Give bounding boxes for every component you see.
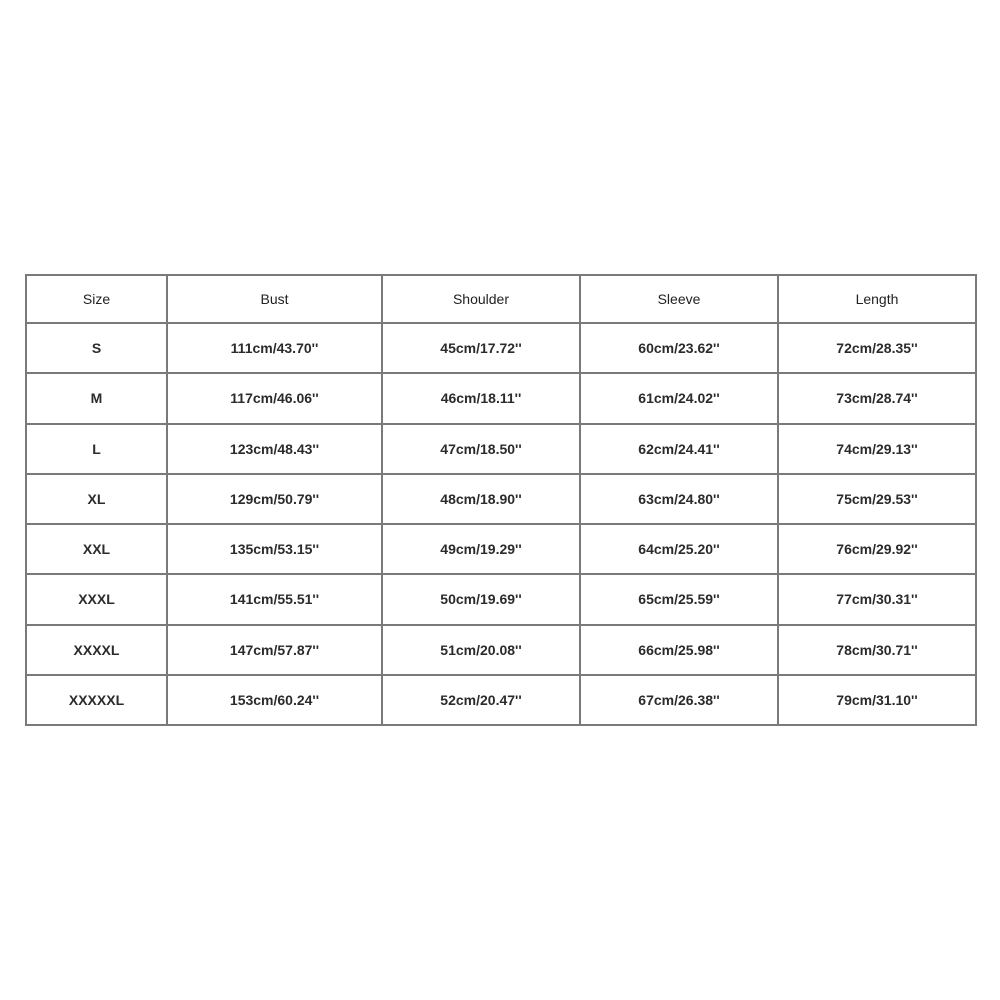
sleeve-cell: 62cm/24.41'' bbox=[580, 424, 778, 474]
size-cell: XXL bbox=[26, 524, 167, 574]
table-row bbox=[26, 373, 976, 423]
shoulder-cell: 45cm/17.72'' bbox=[382, 323, 580, 373]
bust-cell: 135cm/53.15'' bbox=[167, 524, 382, 574]
size-cell: L bbox=[26, 424, 167, 474]
length-cell: 72cm/28.35'' bbox=[778, 323, 976, 373]
sleeve-cell: 66cm/25.98'' bbox=[580, 625, 778, 675]
header-shoulder: Shoulder bbox=[382, 275, 580, 323]
table-row bbox=[26, 524, 976, 574]
bust-cell: 111cm/43.70'' bbox=[167, 323, 382, 373]
table-row bbox=[26, 474, 976, 524]
size-cell: XXXXL bbox=[26, 625, 167, 675]
bust-cell: 117cm/46.06'' bbox=[167, 373, 382, 423]
length-cell: 76cm/29.92'' bbox=[778, 524, 976, 574]
shoulder-cell: 52cm/20.47'' bbox=[382, 675, 580, 725]
shoulder-cell: 48cm/18.90'' bbox=[382, 474, 580, 524]
header-bust: Bust bbox=[167, 275, 382, 323]
size-cell: XL bbox=[26, 474, 167, 524]
length-cell: 75cm/29.53'' bbox=[778, 474, 976, 524]
length-cell: 77cm/30.31'' bbox=[778, 574, 976, 624]
table-row bbox=[26, 424, 976, 474]
length-cell: 79cm/31.10'' bbox=[778, 675, 976, 725]
sleeve-cell: 61cm/24.02'' bbox=[580, 373, 778, 423]
shoulder-cell: 46cm/18.11'' bbox=[382, 373, 580, 423]
table-row bbox=[26, 625, 976, 675]
sleeve-cell: 67cm/26.38'' bbox=[580, 675, 778, 725]
length-cell: 78cm/30.71'' bbox=[778, 625, 976, 675]
length-cell: 74cm/29.13'' bbox=[778, 424, 976, 474]
sleeve-cell: 64cm/25.20'' bbox=[580, 524, 778, 574]
shoulder-cell: 49cm/19.29'' bbox=[382, 524, 580, 574]
sleeve-cell: 63cm/24.80'' bbox=[580, 474, 778, 524]
shoulder-cell: 47cm/18.50'' bbox=[382, 424, 580, 474]
size-chart-table bbox=[25, 274, 977, 726]
bust-cell: 147cm/57.87'' bbox=[167, 625, 382, 675]
sleeve-cell: 60cm/23.62'' bbox=[580, 323, 778, 373]
header-sleeve: Sleeve bbox=[580, 275, 778, 323]
header-length: Length bbox=[778, 275, 976, 323]
header-size: Size bbox=[26, 275, 167, 323]
header-row bbox=[26, 275, 976, 323]
shoulder-cell: 50cm/19.69'' bbox=[382, 574, 580, 624]
bust-cell: 123cm/48.43'' bbox=[167, 424, 382, 474]
size-cell: S bbox=[26, 323, 167, 373]
bust-cell: 141cm/55.51'' bbox=[167, 574, 382, 624]
size-cell: XXXXXL bbox=[26, 675, 167, 725]
length-cell: 73cm/28.74'' bbox=[778, 373, 976, 423]
sleeve-cell: 65cm/25.59'' bbox=[580, 574, 778, 624]
shoulder-cell: 51cm/20.08'' bbox=[382, 625, 580, 675]
bust-cell: 129cm/50.79'' bbox=[167, 474, 382, 524]
table-row bbox=[26, 574, 976, 624]
table-row bbox=[26, 675, 976, 725]
table-row bbox=[26, 323, 976, 373]
size-cell: XXXL bbox=[26, 574, 167, 624]
size-cell: M bbox=[26, 373, 167, 423]
bust-cell: 153cm/60.24'' bbox=[167, 675, 382, 725]
